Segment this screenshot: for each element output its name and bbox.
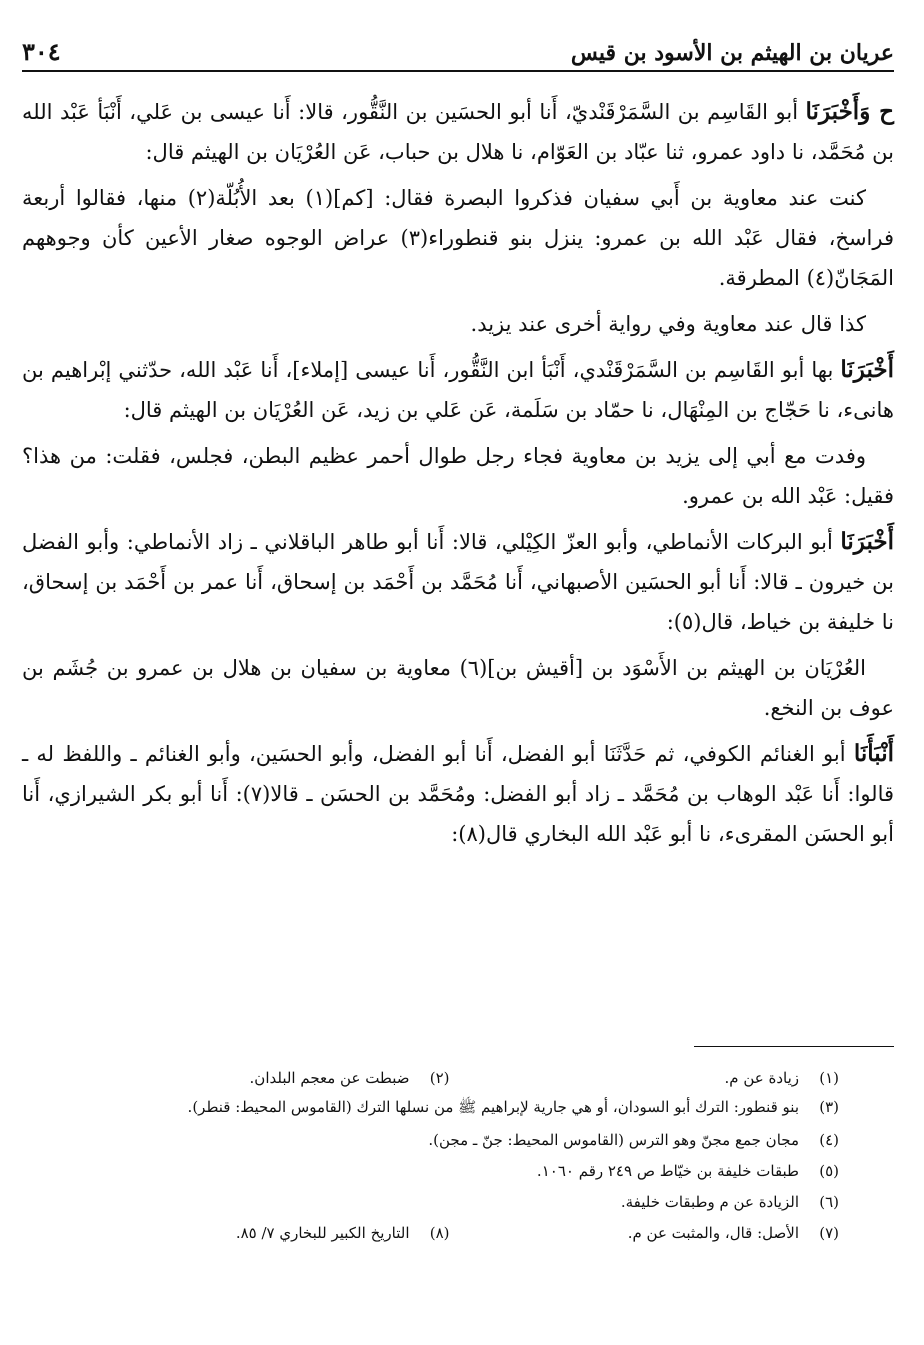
paragraph bbox=[22, 350, 894, 430]
footnote bbox=[60, 1069, 450, 1087]
paragraph-text: كنت عند معاوية بن أَبي سفيان فذكروا البصرة فقال: [كم](١) بعد الأُبُلّة(٢) منها، فقالوا أربعة فراسخ، فقال عَبْد الله بن عمرو: ينزل بنو قنطوراء(٣) عراض الوجوه صغار الأعين كأن وجوههم المَجَانّ(٤) المطرقة. bbox=[22, 186, 894, 290]
footnote-number: (٨) bbox=[429, 1223, 450, 1242]
footnote bbox=[60, 1224, 450, 1242]
footnote-text: زيادة عن م. bbox=[724, 1068, 799, 1087]
paragraph bbox=[22, 436, 894, 516]
paragraph bbox=[22, 92, 894, 172]
footnote bbox=[60, 1193, 839, 1211]
footnote-row bbox=[60, 1124, 839, 1155]
paragraph bbox=[22, 178, 894, 298]
footnote bbox=[60, 1162, 839, 1180]
page-number: ٣٠٤ bbox=[22, 37, 61, 66]
footnote-text: بنو قنطور: الترك أبو السودان، أو هي جارية لإبراهيم ﷺ من نسلها الترك (القاموس المحيط: قنطر). bbox=[187, 1097, 799, 1116]
footnote-number: (٥) bbox=[819, 1161, 839, 1180]
footnote-number: (٢) bbox=[429, 1068, 450, 1087]
footnote-text: مجان جمع مجنّ وهو الترس (القاموس المحيط: جنّ ـ مجن). bbox=[428, 1130, 799, 1149]
paragraph bbox=[22, 734, 894, 854]
paragraph-text: أبو القَاسِم بن السَّمَرْقَنْديّ، أَنا أبو الحسَين بن النَّقُّور، قالا: أَنا عيسى بن عَلي، أَنْبَأ عَبْد الله بن مُحَمَّد، نا داود عمرو، ثنا عبّاد بن العَوّام، نا هلال بن حباب، عَن العُرْيَان بن الهيثم قال: bbox=[22, 100, 894, 164]
footnote-text: التاريخ الكبير للبخاري ٧/ ٨٥. bbox=[235, 1223, 410, 1242]
page-header bbox=[22, 30, 894, 72]
footnote-text: الأصل: قال، والمثبت عن م. bbox=[627, 1223, 799, 1242]
footnote bbox=[60, 1131, 839, 1149]
footnote-text: الزيادة عن م وطبقات خليفة. bbox=[620, 1192, 799, 1211]
paragraph bbox=[22, 522, 894, 642]
paragraph-text: العُرْيَان بن الهيثم بن الأَسْوَد بن [أقيش بن](٦) معاوية بن سفيان بن هلال بن عمرو بن جُشَم بن عوف بن النخع. bbox=[22, 656, 894, 720]
paragraph bbox=[22, 648, 894, 728]
footnote-separator bbox=[694, 1046, 894, 1047]
paragraph-lead: أَخْبَرَنَا bbox=[840, 528, 894, 555]
footnote-number: (٣) bbox=[819, 1097, 839, 1116]
paragraph bbox=[22, 304, 894, 344]
footnotes bbox=[60, 1062, 839, 1248]
footnote-number: (٦) bbox=[819, 1192, 839, 1211]
footnote bbox=[450, 1224, 840, 1242]
footnote-number: (٧) bbox=[819, 1223, 839, 1242]
footnote-text: طبقات خليفة بن خيّاط ص ٢٤٩ رقم ١٠٦٠. bbox=[536, 1161, 799, 1180]
footnote-number: (١) bbox=[819, 1068, 839, 1087]
running-title: عريان بن الهيثم بن الأسود بن قيس bbox=[570, 40, 894, 66]
footnote bbox=[60, 1098, 839, 1120]
paragraph-text: أبو البركات الأنماطي، وأبو العزّ الكِيْلي، قالا: أَنا أبو طاهر الباقلاني ـ زاد الأنماطي: وأبو الفضل بن خيرون ـ قالا: أَنا أبو الحسَين الأصبهاني، أَنا مُحَمَّد بن أَحْمَد بن إسحاق، أَنا عمر بن أَحْمَد بن إسحاق، نا خليفة بن خياط، قال(٥): bbox=[22, 530, 894, 634]
main-text bbox=[22, 92, 894, 860]
footnote-text: ضبطت عن معجم البلدان. bbox=[249, 1068, 410, 1087]
footnote-row bbox=[60, 1062, 839, 1093]
paragraph-lead: ح وَأَخْبَرَنَا bbox=[805, 98, 894, 125]
paragraph-text: أبو الغنائم الكوفي، ثم حَدَّثَنَا أبو الفضل، أَنا أبو الفضل، وأبو الحسَين، وأبو الغنائم ـ واللفظ له ـ قالوا: أَنا عَبْد الوهاب بن مُحَمَّد ـ زاد أبو الفضل: ومُحَمَّد بن الحسَن ـ قالا(٧): أَنا أبو بكر الشيرازي، أَنا أبو الحسَن المقرىء، نا أبو عَبْد الله البخاري قال(٨): bbox=[22, 742, 895, 846]
footnote-row bbox=[60, 1186, 839, 1217]
footnote-row bbox=[60, 1217, 839, 1248]
paragraph-lead: أَخْبَرَنَا bbox=[840, 356, 894, 383]
footnote bbox=[450, 1069, 840, 1087]
footnote-row bbox=[60, 1093, 839, 1124]
paragraph-text: كذا قال عند معاوية وفي رواية أخرى عند يزيد. bbox=[470, 312, 866, 336]
paragraph-lead: أَنْبَأَنَا bbox=[853, 740, 894, 767]
paragraph-text: وفدت مع أبي إلى يزيد بن معاوية فجاء رجل طوال أحمر عظيم البطن، فجلس، فقلت: من هذا؟ فقيل: عَبْد الله بن عمرو. bbox=[22, 444, 894, 508]
footnote-row bbox=[60, 1155, 839, 1186]
paragraph-text: بها أبو القَاسِم بن السَّمَرْقَنْدي، أَنْبَأ ابن النَّقُّور، أَنا عيسى [إملاء]، أَنا عَبْد الله، حدّثني إبْراهيم بن هانىء، نا حَجّاج بن المِنْهَال، نا حمّاد بن سَلَمة، عَن عَلي بن زيد، عَن العُرْيَان بن الهيثم قال: bbox=[22, 358, 894, 422]
footnote-number: (٤) bbox=[819, 1130, 839, 1149]
